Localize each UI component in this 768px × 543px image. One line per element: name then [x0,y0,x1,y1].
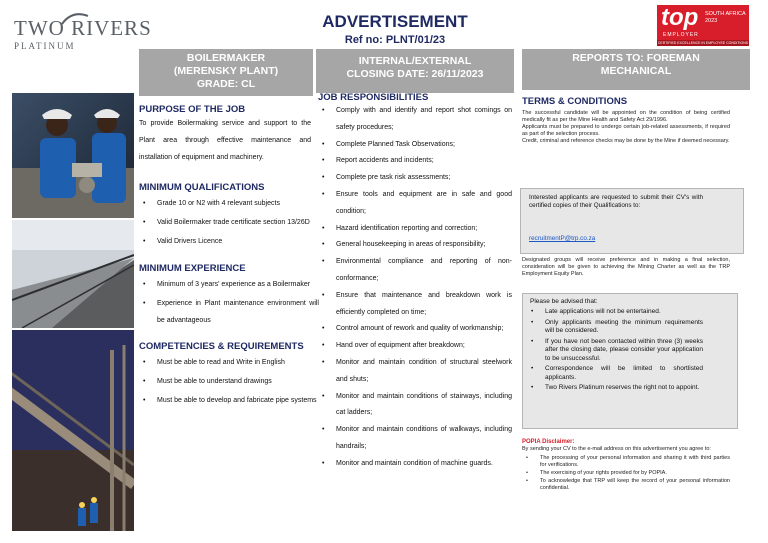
list-item: • Ensure that maintenance and breakdown work is efficiently completed on time; [318,288,512,322]
terms-para: The successful candidate will be appointed on the condition of being certified medically fit as per the Mine Health and Safety Act 29/1996. [522,110,730,123]
experience-heading: MINIMUM EXPERIENCE [139,263,246,274]
advisory-box [522,293,738,429]
list-item: • Environmental compliance and reporting of non-conformance; [318,254,512,288]
job-title: BOILERMAKER [186,52,266,64]
reports-to-dept: MECHANICAL [600,65,672,77]
qualifications-section [139,182,319,252]
conveyor-photo [12,220,134,328]
badge-employer-text: EMPLOYER [663,32,699,38]
list-item: • Ensure tools and equipment are in safe and good condition; [318,187,512,221]
list-item: • Must be able to read and Write in English [139,354,319,371]
reports-to: REPORTS TO: FOREMAN [572,52,700,64]
responsibilities-heading: JOB RESPONSIBILITIES [318,92,429,103]
experience-list [139,276,319,329]
badge-year-text: 2023 [705,18,718,24]
list-item: • Experience in Plant maintenance environment will be advantageous [139,295,319,329]
page-title: ADVERTISEMENT [322,12,468,31]
job-title-box [139,49,313,96]
closing-date: CLOSING DATE: 26/11/2023 [346,68,484,80]
responsibilities-section [318,92,512,473]
reports-to-box [522,49,750,90]
company-logo-text: TWO RIVERS [14,16,152,40]
top-employer-badge [657,5,749,46]
purpose-heading: PURPOSE OF THE JOB [139,104,246,115]
night-plant-photo [12,330,134,531]
badge-region-text: SOUTH AFRICA [705,11,746,17]
list-item: • Minimum of 3 years' experience as a Boilermaker [139,276,319,293]
apply-box [520,188,744,254]
advert-type: INTERNAL/EXTERNAL [358,55,472,67]
competencies-section [139,341,319,411]
badge-region [705,11,746,25]
list-item: • Valid Drivers Licence [139,233,319,250]
popia-heading: POPIA Disclaimer: [522,439,575,445]
experience-section [139,263,319,331]
advisory-intro: Please be advised that: [530,298,598,305]
list-item: • Late applications will not be entertained. [527,308,703,317]
list-item: • The processing of your personal information and sharing it with third parties for verifications. [522,455,730,469]
list-item: • Complete Planned Task Observations; [318,137,512,154]
qualifications-list [139,195,319,250]
list-item: • Grade 10 or N2 with 4 relevant subjects [139,195,319,212]
terms-para: Credit, criminal and reference checks may be done by the Mine if deemed necessary. [522,138,730,144]
list-item: • General housekeeping in areas of responsibility; [318,237,512,254]
list-item: • Must be able to develop and fabricate pipe systems [139,392,319,409]
badge-top-text: top [661,4,699,31]
list-item: • Control amount of rework and quality of workmanship; [318,321,512,338]
purpose-section [139,104,311,166]
competencies-heading: COMPETENCIES & REQUIREMENTS [139,341,304,352]
list-item: • Valid Boilermaker trade certificate section 13/26D [139,214,319,231]
terms-text [522,110,730,145]
company-logo-subtext: PLATINUM [14,41,76,51]
list-item: • Hand over of equipment after breakdown; [318,338,512,355]
workers-photo [12,93,134,218]
designated-groups-text: Designated groups will receive preference and in making a final selection, consideration will be given to achieving the Mining Charter as well as the TRP Employment Equity Plan. [522,257,730,277]
list-item: • Monitor and maintain conditions of walkways, including handrails; [318,422,512,456]
qualifications-heading: MINIMUM QUALIFICATIONS [139,182,265,193]
list-item: • Monitor and maintain condition of machine guards. [318,456,512,473]
list-item: • If you have not been contacted within three (3) weeks after the closing date, please consider your application to be unsuccessful. [527,338,703,364]
popia-list [522,455,730,492]
purpose-text: To provide Boilermaking service and support to the Plant area through effective maintenance and installation of equipment and machinery. [139,120,311,161]
list-item: • Correspondence will be limited to shortlisted applicants. [527,365,703,382]
list-item: • The exercising of your rights provided for by POPIA. [522,470,730,477]
list-item: • Complete pre task risk assessments; [318,170,512,187]
job-grade: GRADE: CL [196,78,256,90]
popia-section [522,439,730,492]
list-item: • Monitor and maintain conditions of stairways, including cat ladders; [318,389,512,423]
terms-para: Applicants must be prepared to undergo certain job-related assessments, if required as part of the selection process. [522,124,730,137]
job-plant: (MERENSKY PLANT) [173,65,279,77]
list-item: • Monitor and maintain condition of structural steelwork and shuts; [318,355,512,389]
list-item: • Report accidents and incidents; [318,153,512,170]
list-item: • To acknowledge that TRP will keep the record of your personal information confidential. [522,478,730,492]
terms-heading: TERMS & CONDITIONS [522,96,628,107]
list-item: • Hazard identification reporting and correction; [318,221,512,238]
terms-section [522,96,730,145]
list-item: • Only applicants meeting the minimum requirements will be considered. [527,319,703,336]
advisory-list [527,308,703,393]
apply-text: Interested applicants are requested to submit their CV's with certified copies of their Qualifications to: [529,194,703,209]
recruitment-email-link[interactable]: recruitmentP@trp.co.za [529,235,596,242]
closing-date-box [316,49,514,93]
badge-footer-text: CERTIFIED EXCELLENCE IN EMPLOYEE CONDITIONS [657,41,749,45]
responsibilities-list [318,103,512,473]
list-item: • Two Rivers Platinum reserves the right not to appoint. [527,384,703,393]
list-item: • Comply with and identify and report shot comings on safety procedures; [318,103,512,137]
list-item: • Must be able to understand drawings [139,373,319,390]
reference-number: Ref no: PLNT/01/23 [344,34,446,46]
popia-intro: By sending your CV to the e-mail address on this advertisement you agree to: [522,446,711,452]
competencies-list [139,354,319,409]
